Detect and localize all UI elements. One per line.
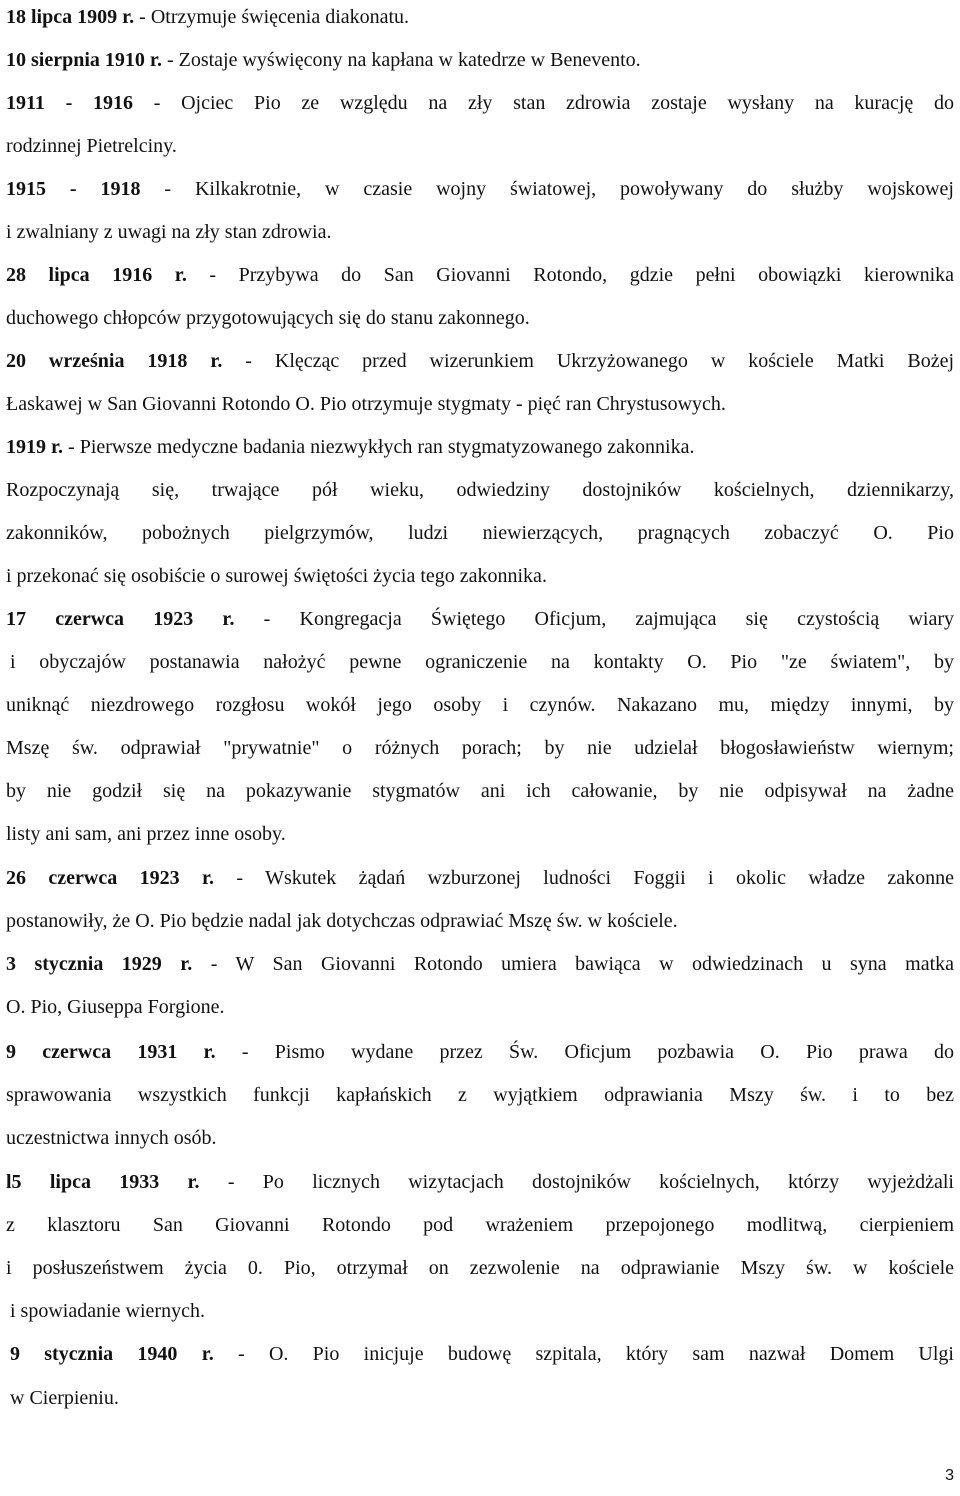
date-label: 26 czerwca 1923 r. <box>6 867 215 889</box>
text-line <box>6 909 954 933</box>
text-line <box>10 650 954 674</box>
line-text: - Po licznych wizytacjach dostojników kościelnych, którzy wyjeżdżali <box>199 1171 954 1193</box>
line-text: - Ojciec Pio ze względu na zły stan zdrowia zostaje wysłany na kurację do <box>133 92 954 114</box>
line-text: - Wskutek żądań wzburzonej ludności Foggii i okolic władze zakonne <box>214 867 954 889</box>
text-line <box>6 306 954 330</box>
line-text: postanowiły, że O. Pio będzie nadal jak dotychczas odprawiać Mszę św. w kościele. <box>6 910 678 932</box>
text-line <box>6 693 954 717</box>
line-text: z klasztoru San Giovanni Rotondo pod wrażeniem przepojonego modlitwą, cierpieniem <box>6 1214 954 1236</box>
text-line <box>6 607 954 631</box>
line-text: sprawowania wszystkich funkcji kapłańskich z wyjątkiem odprawiania Mszy św. i to bez <box>6 1084 954 1106</box>
date-label: 9 czerwca 1931 r. <box>6 1041 216 1063</box>
line-text: duchowego chłopców przygotowujących się do stanu zakonnego. <box>6 307 530 329</box>
text-line <box>6 1083 954 1107</box>
text-line <box>6 392 954 416</box>
date-label: 3 stycznia 1929 r. <box>6 953 193 975</box>
text-line <box>6 220 954 244</box>
text-line <box>6 91 954 115</box>
text-line <box>6 564 954 588</box>
line-text: i zwalniany z uwagi na zły stan zdrowia. <box>6 221 332 243</box>
line-text: - Pierwsze medyczne badania niezwykłych ran stygmatyzowanego zakonnika. <box>63 436 695 458</box>
line-text: i obyczajów postanawia nałożyć pewne ograniczenie na kontakty O. Pio "ze światem", by <box>10 651 954 673</box>
line-text: i posłuszeństwem życia 0. Pio, otrzymał on zezwolenie na odprawianie Mszy św. w kościele <box>6 1257 954 1279</box>
date-label: 1915 - 1918 <box>6 178 141 200</box>
line-text: uczestnictwa innych osób. <box>6 1127 217 1149</box>
text-line <box>6 48 954 72</box>
line-text: w Cierpieniu. <box>10 1387 119 1409</box>
text-line <box>6 134 954 158</box>
text-line <box>6 952 954 976</box>
line-text: - Zostaje wyświęcony na kapłana w katedrze w Benevento. <box>161 49 641 71</box>
date-label: 1911 - 1916 <box>6 92 133 114</box>
line-text: zakonników, pobożnych pielgrzymów, ludzi niewierzących, pragnących zobaczyć O. Pio <box>6 522 954 544</box>
text-line <box>6 478 954 502</box>
date-label: 17 czerwca 1923 r. <box>6 608 235 630</box>
text-line <box>6 779 954 803</box>
text-line <box>6 866 954 890</box>
date-label: 28 lipca 1916 r. <box>6 264 187 286</box>
date-label: 1919 r. <box>6 436 64 458</box>
text-line <box>6 995 954 1019</box>
line-text: O. Pio, Giuseppa Forgione. <box>6 996 225 1018</box>
text-line <box>6 1126 954 1150</box>
date-label: 20 września 1918 r. <box>6 350 223 372</box>
date-label: 9 stycznia 1940 r. <box>10 1343 214 1365</box>
date-label: l5 lipca 1933 r. <box>6 1171 200 1193</box>
line-text: Rozpoczynają się, trwające pół wieku, odwiedziny dostojników kościelnych, dziennikarzy, <box>6 479 954 501</box>
text-line <box>6 736 954 760</box>
text-line <box>6 263 954 287</box>
text-line <box>6 1256 954 1280</box>
text-line <box>6 1040 954 1064</box>
text-line <box>6 177 954 201</box>
text-line <box>6 1170 954 1194</box>
text-line <box>6 435 954 459</box>
line-text: - Pismo wydane przez Św. Oficjum pozbawia O. Pio prawa do <box>215 1041 954 1063</box>
line-text: - Kongregacja Świętego Oficjum, zajmująca się czystością wiary <box>234 608 954 630</box>
line-text: uniknąć niezdrowego rozgłosu wokół jego osoby i czynów. Nakazano mu, między innymi, by <box>6 694 954 716</box>
text-line <box>6 5 954 29</box>
page-number: 3 <box>945 1467 954 1484</box>
text-line <box>10 1386 954 1410</box>
date-label: 10 sierpnia 1910 r. <box>6 49 162 71</box>
text-line <box>6 521 954 545</box>
text-line <box>6 1213 954 1237</box>
line-text: - Klęcząc przed wizerunkiem Ukrzyżowanego w kościele Matki Bożej <box>222 350 955 372</box>
text-line <box>6 349 954 373</box>
date-label: 18 lipca 1909 r. <box>6 6 135 28</box>
line-text: i spowiadanie wiernych. <box>10 1300 205 1322</box>
line-text: rodzinnej Pietrelciny. <box>6 135 177 157</box>
line-text: Łaskawej w San Giovanni Rotondo O. Pio otrzymuje stygmaty - pięć ran Chrystusowych. <box>6 393 726 415</box>
line-text: - Przybywa do San Giovanni Rotondo, gdzie pełni obowiązki kierownika <box>186 264 954 286</box>
line-text: i przekonać się osobiście o surowej świętości życia tego zakonnika. <box>6 565 547 587</box>
line-text: Mszę św. odprawiał "prywatnie" o różnych porach; by nie udzielał błogosławieństw wiernym; <box>6 737 954 759</box>
text-line <box>10 1299 954 1323</box>
line-text: by nie godził się na pokazywanie stygmatów ani ich całowanie, by nie odpisywał na żadne <box>6 780 954 802</box>
line-text: - Kilkakrotnie, w czasie wojny światowej, powoływany do służby wojskowej <box>140 178 954 200</box>
line-text: listy ani sam, ani przez inne osoby. <box>6 823 286 845</box>
line-text: - W San Giovanni Rotondo umiera bawiąca w odwiedzinach u syna matka <box>192 953 954 975</box>
text-line <box>10 1342 954 1366</box>
line-text: - Otrzymuje święcenia diakonatu. <box>134 6 410 28</box>
text-line <box>6 822 954 846</box>
line-text: - O. Pio inicjuje budowę szpitala, który sam nazwał Domem Ulgi <box>213 1343 954 1365</box>
